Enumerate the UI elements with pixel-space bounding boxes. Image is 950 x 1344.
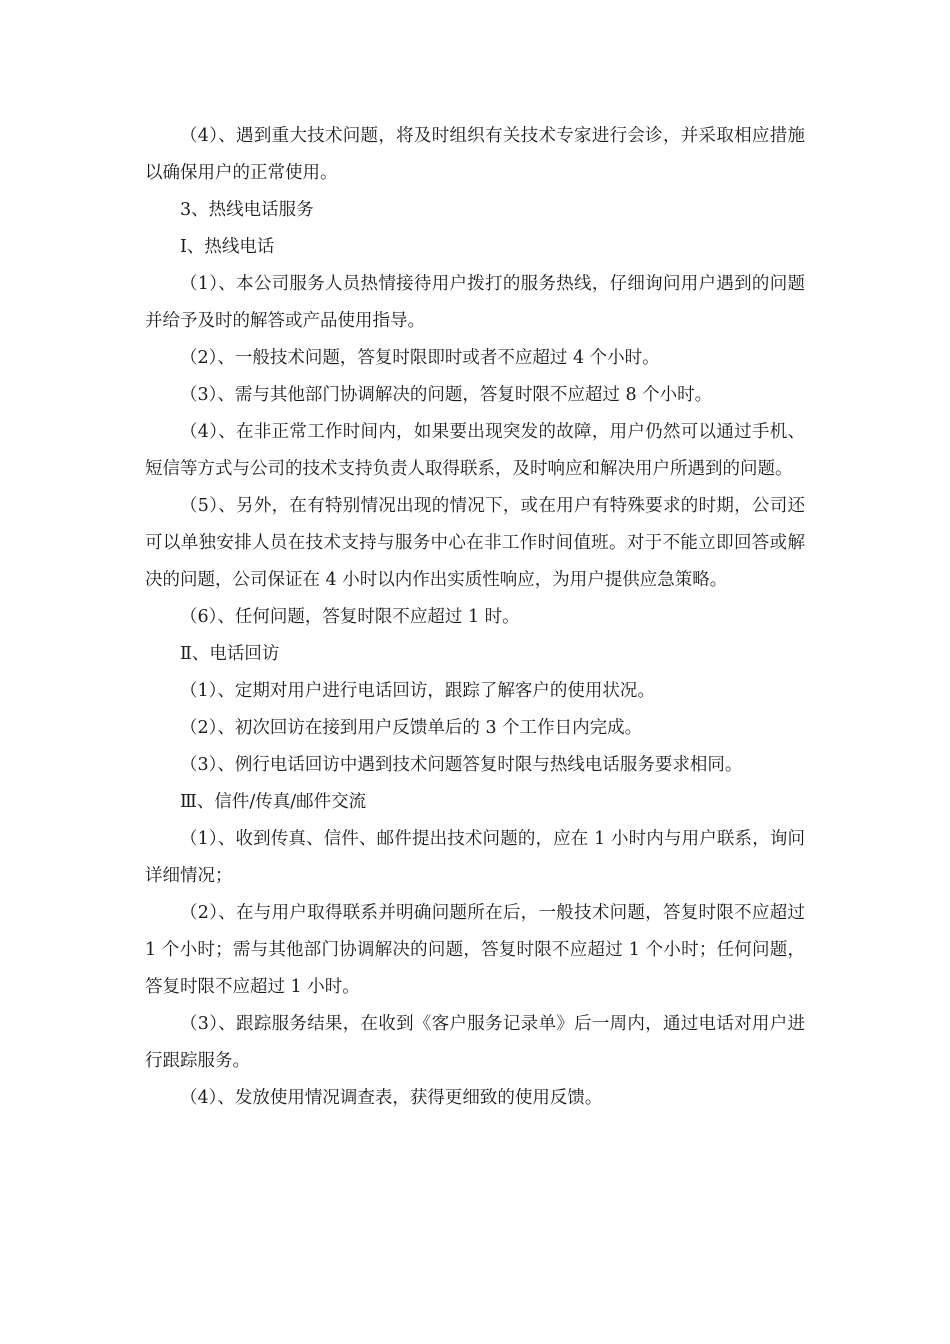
subsection-heading-mail-fax-email: Ⅲ、信件/传真/邮件交流 xyxy=(180,792,367,812)
paragraph-hotline-item-6: （6）、任何问题，答复时限不应超过 1 时。 xyxy=(180,607,520,627)
paragraph-mail-item-1: （1）、收到传真、信件、邮件提出技术问题的，应在 1 小时内与用户联系，询问详细情况； xyxy=(145,829,805,886)
paragraph-mail-item-4: （4）、发放使用情况调查表，获得更细致的使用反馈。 xyxy=(180,1088,603,1108)
paragraph-hotline-item-2: （2）、一般技术问题，答复时限即时或者不应超过 4 个小时。 xyxy=(180,348,660,368)
paragraph-followup-item-3: （3）、例行电话回访中遇到技术问题答复时限与热线电话服务要求相同。 xyxy=(180,755,743,775)
document-body xyxy=(145,118,805,1117)
paragraph-hotline-item-4: （4）、在非正常工作时间内，如果要出现突发的故障，用户仍然可以通过手机、短信等方式与公司的技术支持负责人取得联系，及时响应和解决用户所遇到的问题。 xyxy=(145,422,805,479)
paragraph-hotline-item-1: （1）、本公司服务人员热情接待用户拨打的服务热线，仔细询问用户遇到的问题并给予及时的解答或产品使用指导。 xyxy=(145,274,805,331)
paragraph-followup-item-1: （1）、定期对用户进行电话回访，跟踪了解客户的使用状况。 xyxy=(180,681,655,701)
subsection-heading-phone-followup: Ⅱ、电话回访 xyxy=(180,644,280,664)
paragraph-mail-item-3: （3）、跟踪服务结果，在收到《客户服务记录单》后一周内，通过电话对用户进行跟踪服务。 xyxy=(145,1014,805,1071)
subsection-heading-hotline: Ⅰ、热线电话 xyxy=(180,237,275,257)
section-heading-hotline-service: 3、热线电话服务 xyxy=(180,200,314,220)
paragraph-followup-item-2: （2）、初次回访在接到用户反馈单后的 3 个工作日内完成。 xyxy=(180,718,643,738)
paragraph-mail-item-2: （2）、在与用户取得联系并明确问题所在后，一般技术问题，答复时限不应超过 1 个小时；需与其他部门协调解决的问题，答复时限不应超过 1 个小时；任何问题，答复时限不应超过 1 小时。 xyxy=(145,903,805,997)
paragraph-hotline-item-3: （3）、需与其他部门协调解决的问题，答复时限不应超过 8 个小时。 xyxy=(180,385,713,405)
paragraph-major-issue-consultation: （4）、遇到重大技术问题，将及时组织有关技术专家进行会诊，并采取相应措施以确保用户的正常使用。 xyxy=(145,126,805,183)
paragraph-hotline-item-5: （5）、另外，在有特别情况出现的情况下，或在用户有特殊要求的时期，公司还可以单独安排人员在技术支持与服务中心在非工作时间值班。对于不能立即回答或解决的问题，公司保证在 4 小时以内作出实质性响应，为用户提供应急策略。 xyxy=(145,496,805,590)
